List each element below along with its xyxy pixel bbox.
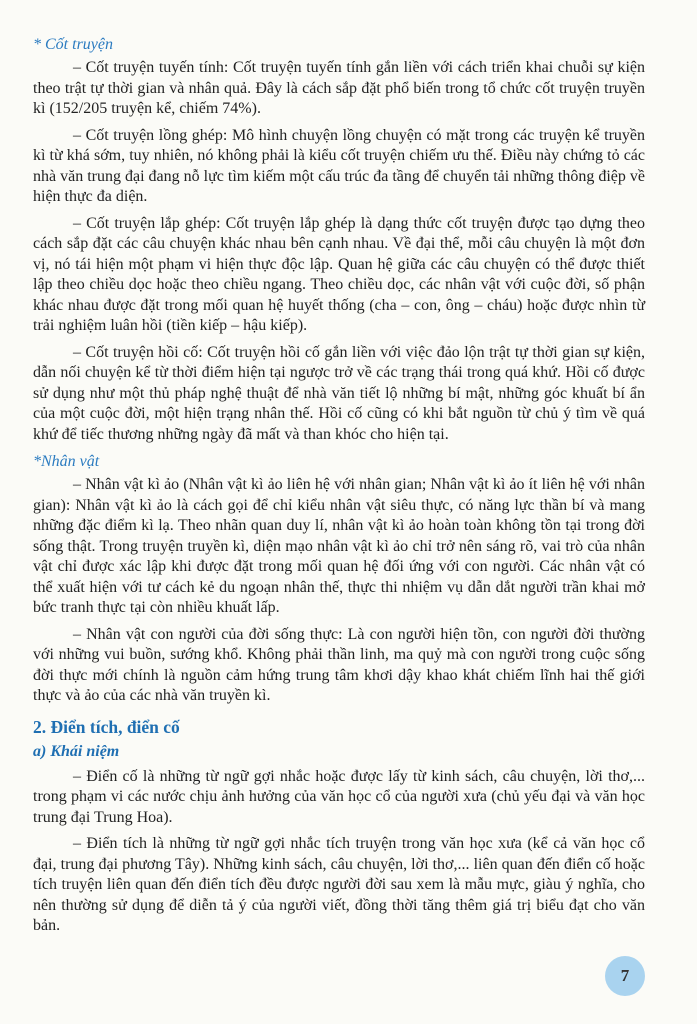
paragraph-dien-co: – Điển cố là những từ ngữ gợi nhắc hoặc được lấy từ kinh sách, câu chuyện, lời thơ,... trong phạm vi các nước chịu ảnh hưởng của văn học cổ của người xưa (chủ yếu đại và văn học trung đại Trung Hoa). xyxy=(33,767,645,826)
paragraph-real-character: – Nhân vật con người của đời sống thực: Là con người hiện tồn, con người đời thường với những vui buồn, sướng khổ. Không phải thần linh, ma quỷ mà con người trong cuộc sống đời thực mới chính là nguồn cảm hứng trung tâm khơi dậy khao khát chiếm lĩnh hai thế giới thực và ảo của các nhà văn truyền kì. xyxy=(33,625,645,704)
page-number-badge: 7 xyxy=(605,956,645,996)
paragraph-linear-plot: – Cốt truyện tuyến tính: Cốt truyện tuyến tính gắn liền với cách triển khai chuỗi sự kiện theo trật tự thời gian và nhân quả. Đây là cách sắp đặt phổ biến trong tổ chức cốt truyện truyền kì (152/205 truyện kể, chiếm 74%). xyxy=(33,59,645,117)
subsection-heading-concept: a) Khái niệm xyxy=(33,742,120,760)
paragraph-flashback-plot: – Cốt truyện hồi cố: Cốt truyện hồi cố gắn liền với việc đảo lộn trật tự thời gian sự kiện, dẫn nối chuyện kể từ thời điểm hiện tại ngược trở về các trạng thái trong quá khứ. Hồi cố được sử dụng như một thủ pháp nghệ thuật để nhà văn tiết lộ những bí mật, những góc khuất bí ẩn của một cuộc đời, một hiện trạng nhân thế. Hồi cố cũng có khi bắt nguồn từ chủ ý tìm về quá khứ để tiếc thương những ngày đã mất và than khóc cho hiện tại. xyxy=(33,343,645,443)
paragraph-assembled-plot: – Cốt truyện lắp ghép: Cốt truyện lắp ghép là dạng thức cốt truyện được tạo dựng theo cách sắp đặt các câu chuyện khác nhau bên cạnh nhau. Về đại thể, mỗi câu chuyện là một đơn vị, nó tái hiện một phạm vi hiện thực độc lập. Quan hệ giữa các câu chuyện có thể được thiết lập theo chiều dọc hoặc theo chiều ngang. Theo chiều dọc, các nhân vật với cuộc đời, số phận khác nhau được đặt trong mối quan hệ huyết thống (cha – con, ông – cháu) hoặc được nhìn từ trải nghiệm luân hồi (tiền kiếp – hậu kiếp). xyxy=(33,214,645,334)
section-heading-allusion: 2. Điển tích, điển cố xyxy=(33,716,180,737)
page-content xyxy=(33,34,645,943)
plot-heading: * Cốt truyện xyxy=(33,36,113,53)
paragraph-fantasy-character: – Nhân vật kì ảo (Nhân vật kì ảo liên hệ với nhân gian; Nhân vật kì ảo ít liên hệ với nhân gian): Nhân vật kì ảo là cách gọi để chỉ kiểu nhân vật siêu thực, có năng lực thần bí và mang những đặc điểm kì lạ. Theo nhãn quan duy lí, nhân vật kì ảo hoàn toàn không tồn tại trong đời sống thật. Trong truyện truyền kì, diện mạo nhân vật kì ảo chỉ trở nên sáng rõ, vai trò của nhân vật chỉ được xác lập khi được đặt trong mối quan hệ đối ứng với con người. Các nhân vật có thể xuất hiện với tư cách kẻ du ngoạn nhân thế, thực thi nhiệm vụ dẫn dắt người trần khai mở bức tranh thực tại còn nhiều khuất lấp. xyxy=(33,476,645,616)
character-heading: *Nhân vật xyxy=(33,453,100,470)
paragraph-nested-plot: – Cốt truyện lồng ghép: Mô hình chuyện lồng chuyện có mặt trong các truyện kể truyền kì từ khá sớm, tuy nhiên, nó không phải là kiểu cốt truyện chiếm ưu thế. Điều này chứng tỏ các nhà văn trung đại đang nỗ lực tìm kiếm một cấu trúc đa tầng để chuyển tải những thông điệp về hiện thực đa diện. xyxy=(33,126,645,205)
paragraph-dien-tich: – Điển tích là những từ ngữ gợi nhắc tích truyện trong văn học xưa (kể cả văn học cổ đại, trung đại phương Tây). Những kinh sách, câu chuyện, lời thơ,... liên quan đến điển cố hoặc tích truyện liên quan đến điển tích đều được người đời sau xem là mẫu mực, giàu ý nghĩa, cho nên thường sử dụng để diễn tả ý của người viết, đồng thời tăng thêm giá trị biểu đạt cho văn bản. xyxy=(33,835,645,934)
